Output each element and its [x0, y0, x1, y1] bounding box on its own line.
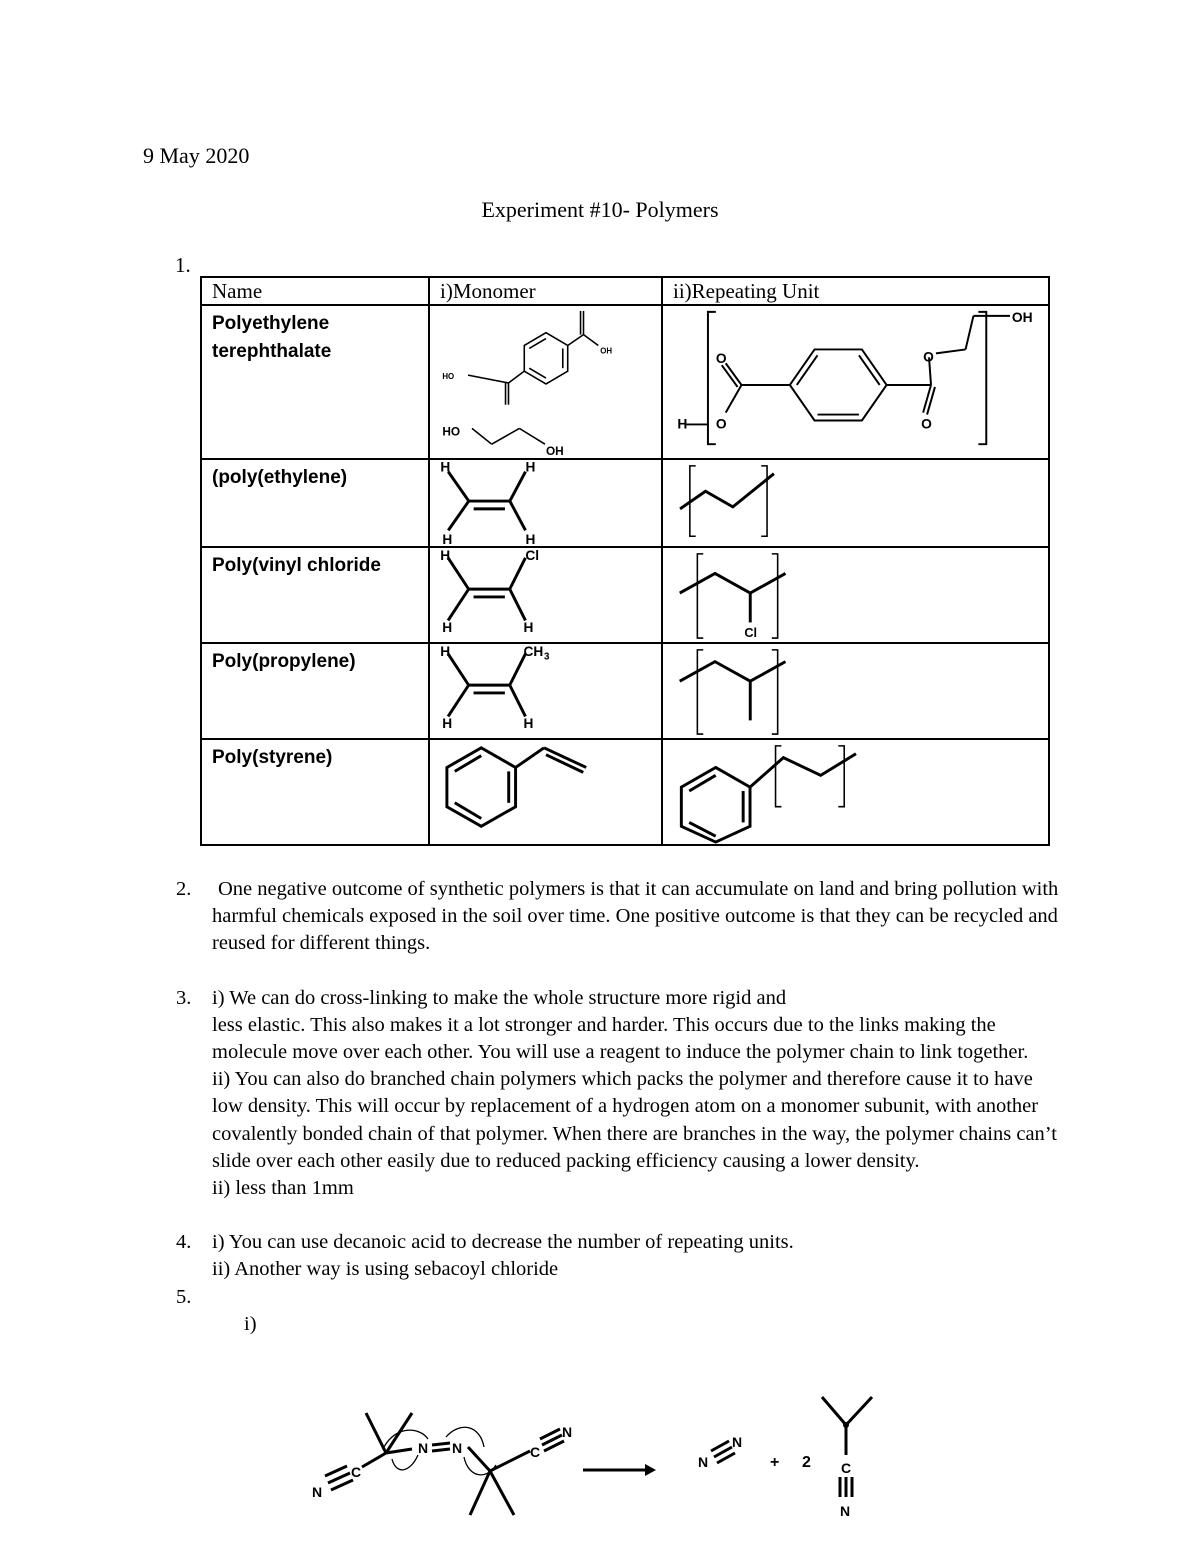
page-title: Experiment #10- Polymers	[481, 197, 719, 222]
h-label: H	[440, 460, 451, 475]
ho-label: HO	[442, 372, 455, 382]
column-header-repeating-unit: ii)Repeating Unit	[662, 277, 1049, 305]
answer-3-number: 3.	[176, 986, 192, 1009]
h-label: H	[523, 620, 534, 636]
answer-4-part-1: i) You can use decanoic acid to decrease the number of repeating units.	[212, 1231, 794, 1254]
h-label: H	[525, 532, 536, 546]
row-name-cell	[201, 643, 429, 739]
oh-label: OH	[600, 346, 613, 356]
row-name: Polyethylene	[212, 313, 330, 334]
polystyrene-repeat-structure	[663, 740, 1048, 844]
n-label: N	[732, 1434, 743, 1450]
monomer-cell	[429, 739, 662, 845]
repeating-unit-cell	[662, 739, 1049, 845]
h-label: H	[525, 460, 536, 475]
date: 9 May 2020	[143, 143, 250, 168]
table-header-row	[201, 277, 1049, 305]
answer-3-part-1-cont: less elastic. This also makes it a lot stronger and harder. This occurs due to the links making the molecule move over each other. You will use a reagent to induce the polymer chain to link together.	[212, 1013, 1029, 1064]
repeating-unit-cell	[662, 643, 1049, 739]
question-1-number: 1.	[175, 253, 191, 277]
row-name-cont: terephthalate	[212, 341, 332, 362]
o-label: O	[921, 415, 932, 432]
n-label: N	[562, 1424, 573, 1440]
row-name-cell	[201, 305, 429, 459]
c-label: C	[530, 1444, 541, 1460]
pet-repeat-structure	[663, 306, 1048, 458]
monomer-cell	[429, 459, 662, 547]
polymer-table	[200, 276, 1050, 846]
answer-3	[176, 985, 1066, 1203]
h-label: H	[440, 644, 451, 659]
answer-5-sub-i: i)	[244, 1312, 257, 1335]
n-label: N	[312, 1484, 323, 1500]
c-label: C	[351, 1464, 362, 1480]
table-row	[201, 739, 1049, 845]
answer-4-number: 4.	[176, 1231, 192, 1254]
answer-4	[176, 1229, 1066, 1283]
ethylene-structure	[430, 460, 661, 546]
pet-monomer-structure	[430, 306, 661, 458]
answer-3-part-3: ii) less than 1mm	[212, 1177, 354, 1200]
answer-2-text: One negative outcome of synthetic polymers is that it can accumulate on land and bring pollution with harmful chemicals exposed in the soil over time. One positive outcome is that they can be recycled and reused for different things.	[212, 878, 1059, 955]
column-header-name: Name	[201, 277, 429, 305]
monomer-cell	[429, 305, 662, 459]
o-label: O	[923, 348, 934, 365]
table-row	[201, 305, 1049, 459]
polypropylene-repeat-structure	[663, 644, 1048, 738]
n-label: N	[418, 1440, 429, 1456]
h-label: H	[523, 716, 534, 732]
h-label: H	[442, 620, 453, 636]
styrene-structure	[430, 740, 661, 844]
ho-label: HO	[442, 424, 461, 439]
n-label: N	[452, 1440, 463, 1456]
monomer-cell	[429, 643, 662, 739]
row-name: (poly(ethylene)	[212, 467, 348, 488]
h-label: H	[442, 716, 453, 732]
table-row	[201, 643, 1049, 739]
repeating-unit-cell	[662, 459, 1049, 547]
h-label: H	[442, 532, 453, 546]
monomer-cell	[429, 547, 662, 643]
ch3-label: CH	[523, 644, 544, 659]
answer-3-part-2: ii) You can also do branched chain polymers which packs the polymer and therefore cause it to have low density. This will occur by replacement of a hydrogen atom on a monomer subunit, with another covalently bonded chain of that polymer. When there are branches in the way, the polymer chains can’t slide over each other easily due to reduced packing efficiency causing a lower density.	[212, 1068, 1057, 1172]
h-label: H	[440, 548, 451, 563]
plus-sign: +	[770, 1454, 780, 1471]
pvc-repeat-structure	[663, 548, 1048, 642]
n-label: N	[840, 1503, 851, 1519]
n-label: N	[698, 1454, 709, 1470]
vinyl-chloride-structure	[430, 548, 661, 642]
h-label: H	[677, 415, 688, 432]
oh-label: OH	[545, 444, 564, 458]
table-row	[201, 459, 1049, 547]
cl-label: Cl	[744, 625, 758, 641]
answers-list	[176, 876, 1066, 1338]
column-header-monomer: i)Monomer	[429, 277, 662, 305]
answer-4-part-2: ii) Another way is using sebacoyl chloride	[212, 1258, 559, 1281]
o-label: O	[715, 350, 727, 367]
answer-5	[176, 1284, 1066, 1338]
polyethylene-repeat-structure	[663, 460, 1048, 546]
cl-label: Cl	[525, 548, 540, 563]
row-name: Poly(propylene)	[212, 651, 356, 672]
row-name-cell	[201, 547, 429, 643]
table-row	[201, 547, 1049, 643]
aibn-decomposition-scheme	[300, 1385, 920, 1550]
propylene-structure	[430, 644, 661, 738]
answer-3-part-1: i) We can do cross-linking to make the whole structure more rigid and	[212, 986, 787, 1009]
row-name: Poly(styrene)	[212, 747, 333, 768]
coefficient: 2	[802, 1454, 811, 1471]
answer-5-number: 5.	[176, 1285, 192, 1308]
c-label: C	[841, 1460, 852, 1476]
row-name-cell	[201, 739, 429, 845]
ch3-subscript: 3	[544, 651, 550, 663]
answer-2-number: 2.	[176, 878, 192, 900]
row-name: Poly(vinyl chloride	[212, 555, 381, 576]
answer-2	[176, 876, 1066, 958]
repeating-unit-cell	[662, 305, 1049, 459]
o-label: O	[715, 415, 727, 432]
repeating-unit-cell	[662, 547, 1049, 643]
row-name-cell	[201, 459, 429, 547]
oh-label: OH	[1011, 308, 1033, 325]
